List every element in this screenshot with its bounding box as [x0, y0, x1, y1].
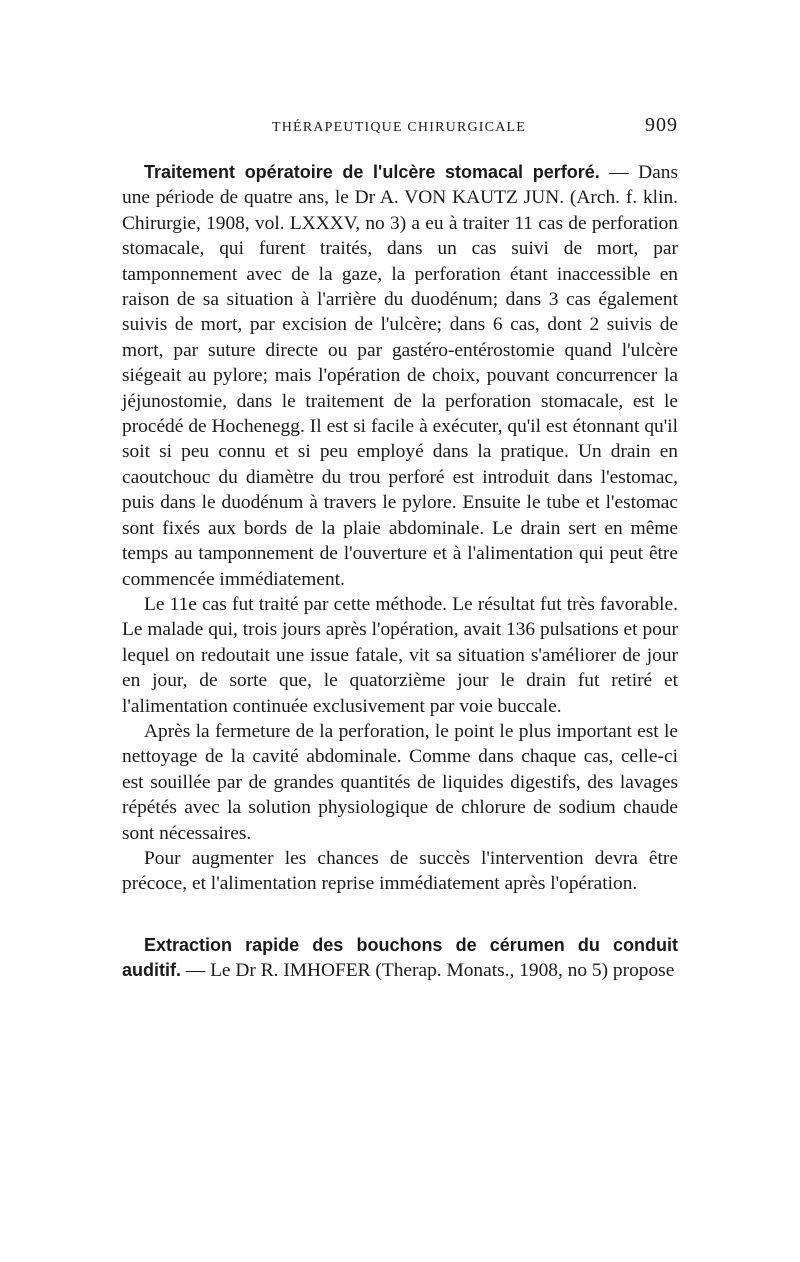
paragraph-text: — Dans une période de quatre ans, le Dr A. VON KAUTZ JUN. (Arch. f. klin. Chirurgie, 1908, vol. LXXXV, no 3) a eu à traiter 11 cas de perforation stomacale, qui furent traités, dans un cas suivi de mort, par tamponnement avec de la gaze, la perforation étant inaccessible en raison de sa situation à l'arrière du duodénum; dans 3 cas également suivis de mort, par excision de l'ulcère; dans 6 cas, dont 2 suivis de mort, par suture directe ou par gastéro-entérostomie quand l'ulcère siégeait au pylore; mais l'opération de choix, pouvant concurrencer la jéjunostomie, dans le traitement de la perforation stomacale, est le procédé de Hochenegg. Il est si facile à exécuter, qu'il est étonnant qu'il soit si peu connu et si peu employé dans la pratique. Un drain en caoutchouc du diamètre du trou perforé est introduit dans l'estomac, puis dans le duodénum à travers le pylore. Ensuite le tube et l'estomac sont fixés aux bords de la plaie abdominale. Le drain sert en même temps au tamponnement de l'ouverture et à l'alimentation qui peut être commencée immédiatement.: [122, 162, 678, 590]
section-heading: Extraction rapide des bouchons de cérumen du conduit auditif.: [122, 934, 678, 981]
paragraph: Pour augmenter les chances de succès l'intervention devra être précoce, et l'alimentation reprise immédiatement après l'opération.: [122, 847, 678, 895]
book-page: [122, 114, 678, 984]
paragraph: Le 11e cas fut traité par cette méthode. Le résultat fut très favorable. Le malade qui, trois jours après l'opération, avait 136 pulsations et pour lequel on redoutait une issue fatale, vit sa situation s'améliorer de jour en jour, de sorte que, le quatorzième jour le drain fut retiré et l'alimentation continuée exclusivement par voie buccale.: [122, 593, 678, 717]
body-text: [122, 160, 678, 984]
running-head: [122, 114, 678, 144]
section-gap: [122, 897, 678, 933]
paragraph: [122, 160, 678, 592]
paragraph: [122, 933, 678, 984]
section-heading: Traitement opératoire de l'ulcère stomacal perforé.: [144, 162, 600, 182]
running-title: THÉRAPEUTIQUE CHIRURGICALE: [272, 120, 527, 135]
page-number: 909: [645, 114, 678, 136]
paragraph: Après la fermeture de la perforation, le point le plus important est le nettoyage de la cavité abdominale. Comme dans chaque cas, celle-ci est souillée par de grandes quantités de liquides digestifs, des lavages répétés avec la solution physiologique de chlorure de sodium chaude sont nécessaires.: [122, 720, 678, 844]
paragraph-text: — Le Dr R. IMHOFER (Therap. Monats., 1908, no 5) propose: [181, 960, 675, 982]
